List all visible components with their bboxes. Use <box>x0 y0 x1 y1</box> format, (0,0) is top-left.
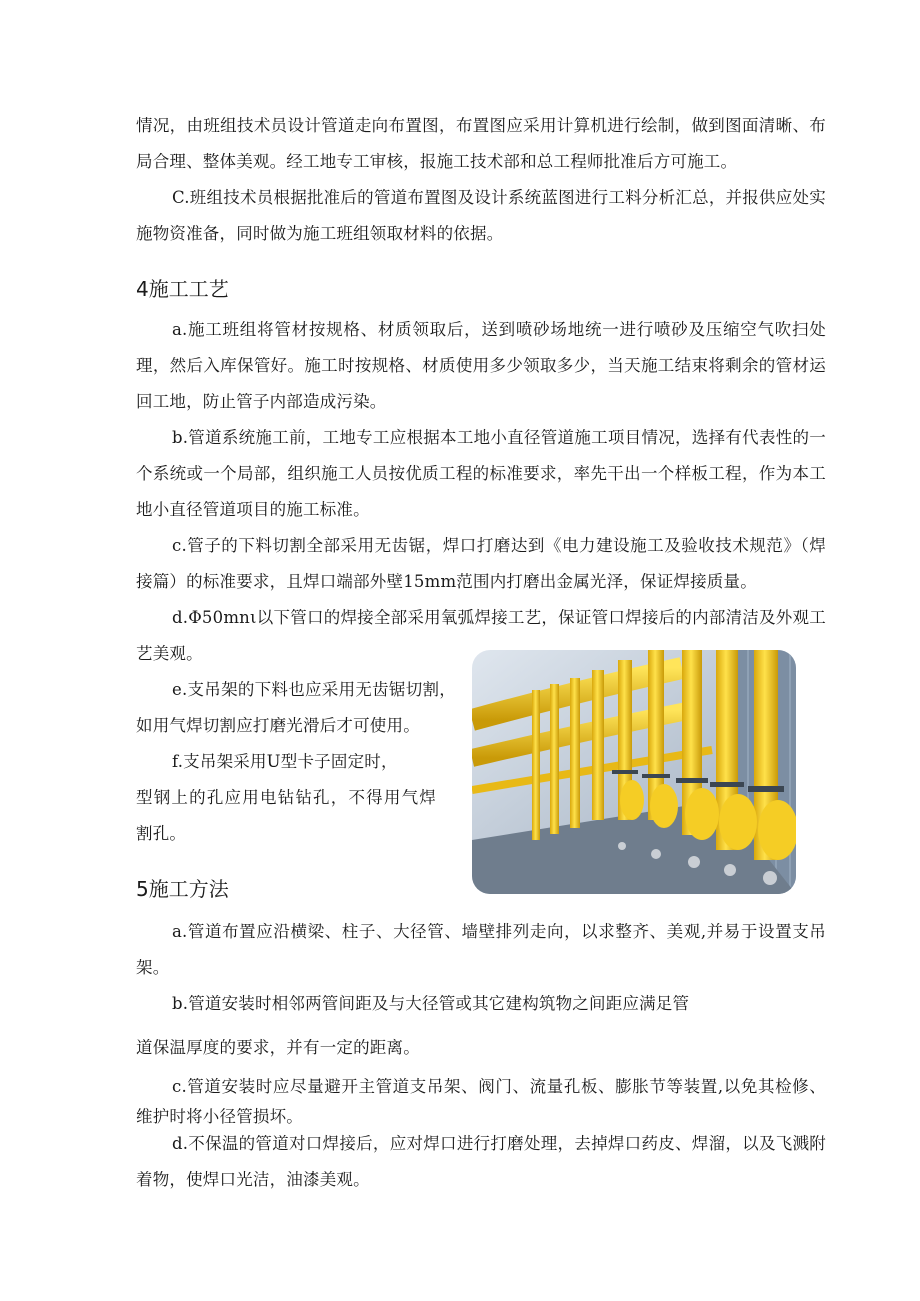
yellow-pipes-illustration <box>472 650 796 894</box>
section-4-item-f-line1: f.支吊架采用U型卡子固定时， <box>172 752 398 771</box>
section-4-heading: 4施工工艺 <box>136 277 229 301</box>
section-5-heading: 5施工方法 <box>136 877 229 901</box>
intro-paragraph-2: C.班组技术员根据批准后的管道布置图及设计系统蓝图进行工料分析汇总，并报供应处实施物资准备，同时做为施工班组领取材料的依据。 <box>136 188 826 243</box>
section-5-item-d: d.不保温的管道对口焊接后，应对焊口进行打磨处理，去掉焊口药皮、焊溜，以及飞溅附着物，使焊口光洁，油漆美观。 <box>136 1134 826 1189</box>
section-4-item-c: c.管子的下料切割全部采用无齿锯，焊口打磨达到《电力建设施工及验收技术规范》（焊接篇）的标准要求，且焊口端部外壁15mm范围内打磨出金属光泽，保证焊接质量。 <box>136 536 826 591</box>
section-4-item-a: a.施工班组将管材按规格、材质领取后，送到喷砂场地统一进行喷砂及压缩空气吹扫处理，然后入库保管好。施工时按规格、材质使用多少领取多少，当天施工结束将剩余的管材运回工地，防止管子内部造成污染。 <box>136 320 826 411</box>
section-5-item-b-line1: b.管道安装时相邻两管间距及与大径管或其它建构筑物之间距应满足管 <box>172 994 690 1013</box>
section-5-item-c: c.管道安装时应尽量避开主管道支吊架、阀门、流量孔板、膨胀节等装置,以免其检修、维护时将小径管损坏。 <box>136 1077 826 1126</box>
section-4-item-d: d.Φ50mnι以下管口的焊接全部采用氧弧焊接工艺，保证管口焊接后的内部清洁及外观工艺美观。 <box>136 608 826 663</box>
section-4-item-e: e.支吊架的下料也应采用无齿锯切割，如用气焊切割应打磨光滑后才可使用。 <box>136 680 456 735</box>
pipe-installation-photo <box>472 650 796 894</box>
section-5-item-b-line2: 道保温厚度的要求，并有一定的距离。 <box>136 1038 420 1057</box>
section-5-item-a: a.管道布置应沿横梁、柱子、大径管、墙壁排列走向，以求整齐、美观,并易于设置支吊架。 <box>136 922 826 977</box>
section-4-item-b: b.管道系统施工前，工地专工应根据本工地小直径管道施工项目情况，选择有代表性的一个系统或一个局部，组织施工人员按优质工程的标准要求，率先干出一个样板工程，作为本工地小直径管道项目的施工标准。 <box>136 428 826 519</box>
section-4-item-f-line2: 型钢上的孔应用电钻钻孔，不得用气焊割孔。 <box>136 788 436 843</box>
intro-paragraph-1: 情况，由班组技术员设计管道走向布置图，布置图应采用计算机进行绘制，做到图面清晰、布局合理、整体美观。经工地专工审核，报施工技术部和总工程师批准后方可施工。 <box>136 116 826 171</box>
